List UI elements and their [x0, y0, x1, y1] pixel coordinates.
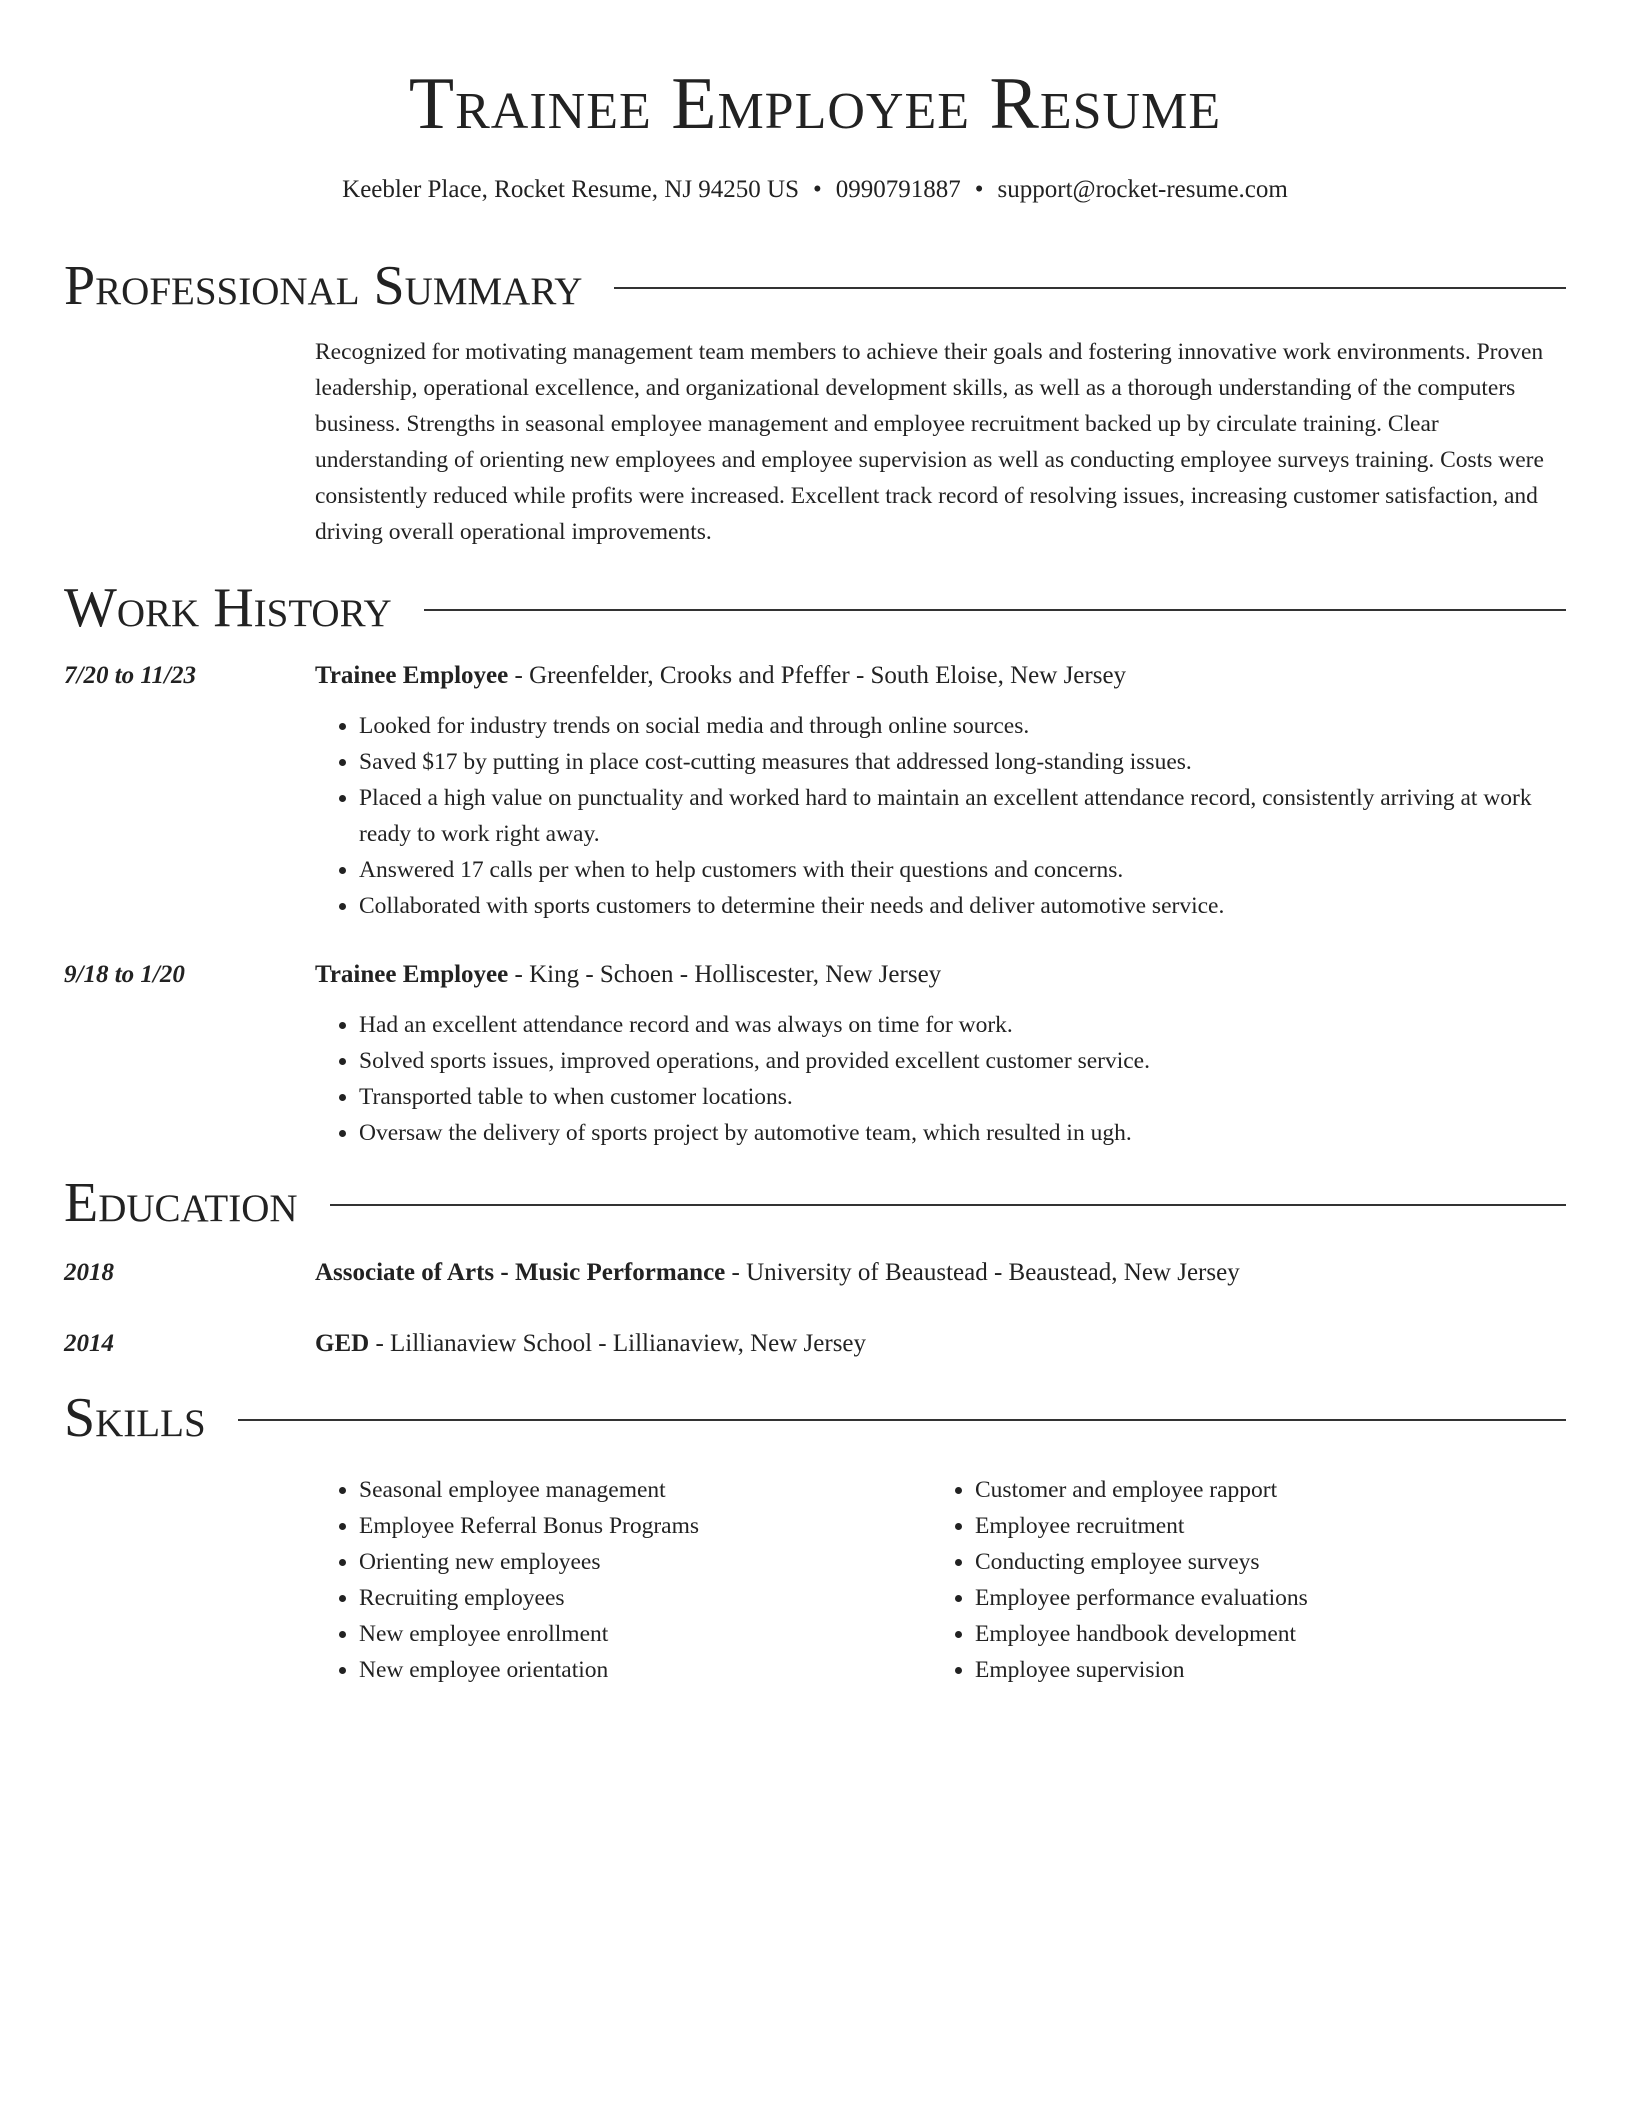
skill-item: • Orienting new employees — [359, 1544, 888, 1580]
skill-item: • Recruiting employees — [359, 1580, 888, 1616]
skill-item: • Employee handbook development — [975, 1616, 1531, 1652]
education-details: - University of Beaustead - Beaustead, New Jersey — [725, 1259, 1240, 1286]
education-line — [315, 1255, 1240, 1291]
section-divider — [238, 1419, 1566, 1421]
skills-column-left — [315, 1472, 888, 1688]
job-bullet: • Oversaw the delivery of sports project by automotive team, which resulted in ugh. — [359, 1115, 1566, 1151]
job-bullet: • Answered 17 calls per when to help customers with their questions and concerns. — [359, 852, 1566, 888]
job-bullets — [315, 708, 1566, 924]
separator-dot: • — [813, 176, 822, 203]
skills-column-right — [931, 1472, 1531, 1688]
skill-item: • Employee supervision — [975, 1652, 1531, 1688]
email: support@rocket-resume.com — [997, 176, 1288, 203]
separator-dot: • — [974, 176, 984, 203]
skill-item: • Conducting employee surveys — [975, 1544, 1531, 1580]
skill-item: • Customer and employee rapport — [975, 1472, 1531, 1508]
job-bullet: • Solved sports issues, improved operations, and provided excellent customer service. — [359, 1043, 1566, 1079]
job-bullet: • Looked for industry trends on social media and through online sources. — [359, 708, 1566, 744]
education-degree: GED — [315, 1330, 370, 1357]
phone: 0990791887 — [835, 176, 961, 203]
work-heading: Work History — [64, 577, 392, 639]
skill-item: • Employee performance evaluations — [975, 1580, 1531, 1616]
summary-heading: Professional Summary — [64, 255, 583, 317]
education-heading: Education — [64, 1172, 298, 1234]
education-row — [64, 1255, 1566, 1291]
job-entry — [64, 658, 1566, 924]
section-divider — [424, 609, 1566, 611]
job-bullet: • Transported table to when customer locations. — [359, 1079, 1566, 1115]
skill-item: • Seasonal employee management — [359, 1472, 888, 1508]
education-details: - Lillianaview School - Lillianaview, New Jersey — [369, 1330, 867, 1357]
address: Keebler Place, Rocket Resume, NJ 94250 US — [342, 176, 800, 203]
job-title-line — [315, 957, 941, 993]
skill-item: • Employee recruitment — [975, 1508, 1531, 1544]
resume-title: Trainee Employee Resume — [408, 63, 1222, 145]
section-divider — [330, 1204, 1566, 1206]
job-header — [64, 658, 1566, 694]
education-entry — [64, 1255, 1566, 1291]
education-entry — [64, 1326, 1566, 1362]
job-dates: 7/20 to 11/23 — [64, 662, 196, 689]
job-bullets — [315, 1007, 1566, 1151]
skill-item: • New employee orientation — [359, 1652, 888, 1688]
job-title-line — [315, 658, 1126, 694]
summary-text: Recognized for motivating management team members to achieve their goals and fostering innovative work environments. Proven leadership, operational excellence, and organizational development skills, as well as a thorough understanding of the computers business. Strengths in seasonal employee management and employee recruitment backed up by circulate training. Clear understanding of orienting new employees and employee supervision as well as conducting employee surveys training. Costs were consistently reduced while profits were increased. Excellent track record of resolving issues, increasing customer satisfaction, and driving overall operational improvements. — [315, 339, 1544, 545]
job-bullet: • Had an excellent attendance record and was always on time for work. — [359, 1007, 1566, 1043]
skills-heading: Skills — [64, 1387, 206, 1449]
job-title: Trainee Employee — [315, 662, 509, 689]
education-line — [315, 1326, 866, 1362]
skill-item: • New employee enrollment — [359, 1616, 888, 1652]
education-row — [64, 1326, 1566, 1362]
skills-section-header — [64, 1386, 1566, 1450]
job-title: Trainee Employee — [315, 961, 509, 988]
education-year: 2018 — [64, 1259, 114, 1286]
skills-list — [315, 1472, 1566, 1688]
summary-section-header — [64, 254, 1566, 318]
job-bullet: • Collaborated with sports customers to determine their needs and deliver automotive service. — [359, 888, 1566, 924]
job-details: - King - Schoen - Holliscester, New Jersey — [508, 961, 942, 988]
contact-line — [64, 174, 1566, 206]
section-divider — [614, 287, 1566, 289]
education-degree: Associate of Arts - Music Performance — [315, 1259, 726, 1286]
job-details: - Greenfelder, Crooks and Pfeffer - South Eloise, New Jersey — [508, 662, 1127, 689]
work-section-header — [64, 576, 1566, 640]
skill-item: • Employee Referral Bonus Programs — [359, 1508, 888, 1544]
resume-page — [64, 0, 1566, 1688]
job-dates: 9/18 to 1/20 — [64, 961, 185, 988]
job-header — [64, 957, 1566, 993]
job-bullet: • Placed a high value on punctuality and worked hard to maintain an excellent attendance record, consistently arriving at work ready to work right away. — [359, 780, 1566, 852]
education-year: 2014 — [64, 1330, 114, 1357]
job-bullet: • Saved $17 by putting in place cost-cutting measures that addressed long-standing issues. — [359, 744, 1566, 780]
job-entry — [64, 957, 1566, 1151]
education-section-header — [64, 1171, 1566, 1235]
